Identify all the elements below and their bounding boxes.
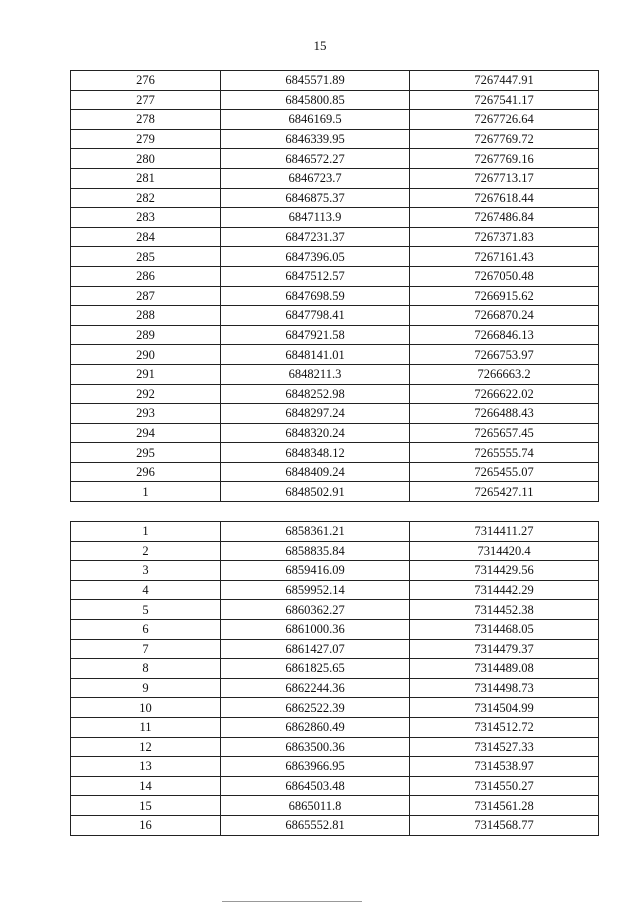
table-row (71, 325, 599, 345)
y-coordinate-cell: 7314538.97 (410, 757, 599, 777)
point-number-cell: 287 (71, 286, 221, 306)
y-coordinate-cell: 7314498.73 (410, 678, 599, 698)
y-coordinate-cell: 7265455.07 (410, 462, 599, 482)
point-number-cell: 281 (71, 168, 221, 188)
table-row (71, 737, 599, 757)
x-coordinate-cell: 6862522.39 (221, 698, 410, 718)
table-row (71, 639, 599, 659)
point-number-cell: 5 (71, 600, 221, 620)
x-coordinate-cell: 6863966.95 (221, 757, 410, 777)
table-row (71, 404, 599, 424)
x-coordinate-cell: 6862860.49 (221, 717, 410, 737)
y-coordinate-cell: 7267371.83 (410, 227, 599, 247)
x-coordinate-cell: 6859952.14 (221, 580, 410, 600)
point-number-cell: 288 (71, 306, 221, 326)
table-row (71, 580, 599, 600)
y-coordinate-cell: 7314429.56 (410, 561, 599, 581)
x-coordinate-cell: 6858835.84 (221, 541, 410, 561)
y-coordinate-cell: 7266915.62 (410, 286, 599, 306)
point-number-cell: 285 (71, 247, 221, 267)
x-coordinate-cell: 6847113.9 (221, 208, 410, 228)
point-number-cell: 7 (71, 639, 221, 659)
point-number-cell: 276 (71, 71, 221, 91)
point-number-cell: 296 (71, 462, 221, 482)
y-coordinate-cell: 7314411.27 (410, 522, 599, 542)
table-row (71, 619, 599, 639)
y-coordinate-cell: 7267618.44 (410, 188, 599, 208)
x-coordinate-cell: 6846339.95 (221, 129, 410, 149)
point-number-cell: 11 (71, 717, 221, 737)
x-coordinate-cell: 6847698.59 (221, 286, 410, 306)
point-number-cell: 12 (71, 737, 221, 757)
y-coordinate-cell: 7267486.84 (410, 208, 599, 228)
table-row (71, 227, 599, 247)
y-coordinate-cell: 7314504.99 (410, 698, 599, 718)
y-coordinate-cell: 7266663.2 (410, 364, 599, 384)
y-coordinate-cell: 7266870.24 (410, 306, 599, 326)
table-row (71, 345, 599, 365)
y-coordinate-cell: 7267050.48 (410, 266, 599, 286)
x-coordinate-cell: 6847921.58 (221, 325, 410, 345)
x-coordinate-cell: 6847512.57 (221, 266, 410, 286)
table-row (71, 188, 599, 208)
point-number-cell: 1 (71, 482, 221, 502)
point-number-cell: 290 (71, 345, 221, 365)
x-coordinate-cell: 6848211.3 (221, 364, 410, 384)
y-coordinate-cell: 7265555.74 (410, 443, 599, 463)
point-number-cell: 2 (71, 541, 221, 561)
point-number-cell: 283 (71, 208, 221, 228)
x-coordinate-cell: 6847396.05 (221, 247, 410, 267)
table-row (71, 129, 599, 149)
x-coordinate-cell: 6848141.01 (221, 345, 410, 365)
table-row (71, 482, 599, 502)
y-coordinate-cell: 7266753.97 (410, 345, 599, 365)
coordinates-table-second (70, 521, 599, 836)
x-coordinate-cell: 6861427.07 (221, 639, 410, 659)
table-row (71, 247, 599, 267)
y-coordinate-cell: 7267713.17 (410, 168, 599, 188)
x-coordinate-cell: 6865552.81 (221, 815, 410, 835)
y-coordinate-cell: 7267769.72 (410, 129, 599, 149)
point-number-cell: 4 (71, 580, 221, 600)
y-coordinate-cell: 7314420.4 (410, 541, 599, 561)
y-coordinate-cell: 7314568.77 (410, 815, 599, 835)
y-coordinate-cell: 7314468.05 (410, 619, 599, 639)
point-number-cell: 8 (71, 659, 221, 679)
y-coordinate-cell: 7314527.33 (410, 737, 599, 757)
table-row (71, 90, 599, 110)
x-coordinate-cell: 6846875.37 (221, 188, 410, 208)
x-coordinate-cell: 6865011.8 (221, 796, 410, 816)
point-number-cell: 1 (71, 522, 221, 542)
y-coordinate-cell: 7267161.43 (410, 247, 599, 267)
table-row (71, 306, 599, 326)
x-coordinate-cell: 6845571.89 (221, 71, 410, 91)
table-row (71, 600, 599, 620)
page-edge-line (222, 901, 362, 902)
x-coordinate-cell: 6847231.37 (221, 227, 410, 247)
point-number-cell: 14 (71, 776, 221, 796)
table-row (71, 462, 599, 482)
point-number-cell: 284 (71, 227, 221, 247)
y-coordinate-cell: 7267541.17 (410, 90, 599, 110)
table-row (71, 384, 599, 404)
point-number-cell: 278 (71, 110, 221, 130)
table-row (71, 776, 599, 796)
table-row (71, 168, 599, 188)
x-coordinate-cell: 6846572.27 (221, 149, 410, 169)
point-number-cell: 289 (71, 325, 221, 345)
table-row (71, 717, 599, 737)
table-row (71, 286, 599, 306)
y-coordinate-cell: 7314561.28 (410, 796, 599, 816)
y-coordinate-cell: 7314452.38 (410, 600, 599, 620)
x-coordinate-cell: 6858361.21 (221, 522, 410, 542)
table-row (71, 796, 599, 816)
table-row (71, 541, 599, 561)
y-coordinate-cell: 7267447.91 (410, 71, 599, 91)
table-row (71, 757, 599, 777)
y-coordinate-cell: 7267769.16 (410, 149, 599, 169)
y-coordinate-cell: 7314512.72 (410, 717, 599, 737)
point-number-cell: 295 (71, 443, 221, 463)
x-coordinate-cell: 6846169.5 (221, 110, 410, 130)
point-number-cell: 292 (71, 384, 221, 404)
x-coordinate-cell: 6848320.24 (221, 423, 410, 443)
y-coordinate-cell: 7314479.37 (410, 639, 599, 659)
x-coordinate-cell: 6862244.36 (221, 678, 410, 698)
y-coordinate-cell: 7314489.08 (410, 659, 599, 679)
point-number-cell: 277 (71, 90, 221, 110)
y-coordinate-cell: 7266846.13 (410, 325, 599, 345)
table-row (71, 815, 599, 835)
point-number-cell: 279 (71, 129, 221, 149)
point-number-cell: 291 (71, 364, 221, 384)
table-row (71, 522, 599, 542)
y-coordinate-cell: 7314550.27 (410, 776, 599, 796)
table-row (71, 423, 599, 443)
x-coordinate-cell: 6845800.85 (221, 90, 410, 110)
point-number-cell: 13 (71, 757, 221, 777)
y-coordinate-cell: 7266488.43 (410, 404, 599, 424)
table-row (71, 561, 599, 581)
point-number-cell: 294 (71, 423, 221, 443)
table-row (71, 110, 599, 130)
table-row (71, 364, 599, 384)
x-coordinate-cell: 6848502.91 (221, 482, 410, 502)
x-coordinate-cell: 6848409.24 (221, 462, 410, 482)
point-number-cell: 15 (71, 796, 221, 816)
page-number: 15 (313, 38, 327, 53)
y-coordinate-cell: 7267726.64 (410, 110, 599, 130)
point-number-cell: 293 (71, 404, 221, 424)
point-number-cell: 3 (71, 561, 221, 581)
x-coordinate-cell: 6864503.48 (221, 776, 410, 796)
y-coordinate-cell: 7265657.45 (410, 423, 599, 443)
y-coordinate-cell: 7266622.02 (410, 384, 599, 404)
x-coordinate-cell: 6863500.36 (221, 737, 410, 757)
table-row (71, 698, 599, 718)
table-row (71, 678, 599, 698)
table-row (71, 443, 599, 463)
table-row (71, 71, 599, 91)
x-coordinate-cell: 6861825.65 (221, 659, 410, 679)
table-row (71, 208, 599, 228)
point-number-cell: 282 (71, 188, 221, 208)
table-row (71, 659, 599, 679)
x-coordinate-cell: 6848348.12 (221, 443, 410, 463)
x-coordinate-cell: 6860362.27 (221, 600, 410, 620)
coordinates-table-first (70, 70, 599, 502)
point-number-cell: 280 (71, 149, 221, 169)
point-number-cell: 9 (71, 678, 221, 698)
x-coordinate-cell: 6859416.09 (221, 561, 410, 581)
table-body (71, 71, 599, 502)
x-coordinate-cell: 6861000.36 (221, 619, 410, 639)
x-coordinate-cell: 6846723.7 (221, 168, 410, 188)
x-coordinate-cell: 6847798.41 (221, 306, 410, 326)
table-row (71, 149, 599, 169)
x-coordinate-cell: 6848297.24 (221, 404, 410, 424)
table-row (71, 266, 599, 286)
point-number-cell: 286 (71, 266, 221, 286)
point-number-cell: 6 (71, 619, 221, 639)
point-number-cell: 16 (71, 815, 221, 835)
y-coordinate-cell: 7314442.29 (410, 580, 599, 600)
table-body (71, 522, 599, 836)
x-coordinate-cell: 6848252.98 (221, 384, 410, 404)
point-number-cell: 10 (71, 698, 221, 718)
y-coordinate-cell: 7265427.11 (410, 482, 599, 502)
